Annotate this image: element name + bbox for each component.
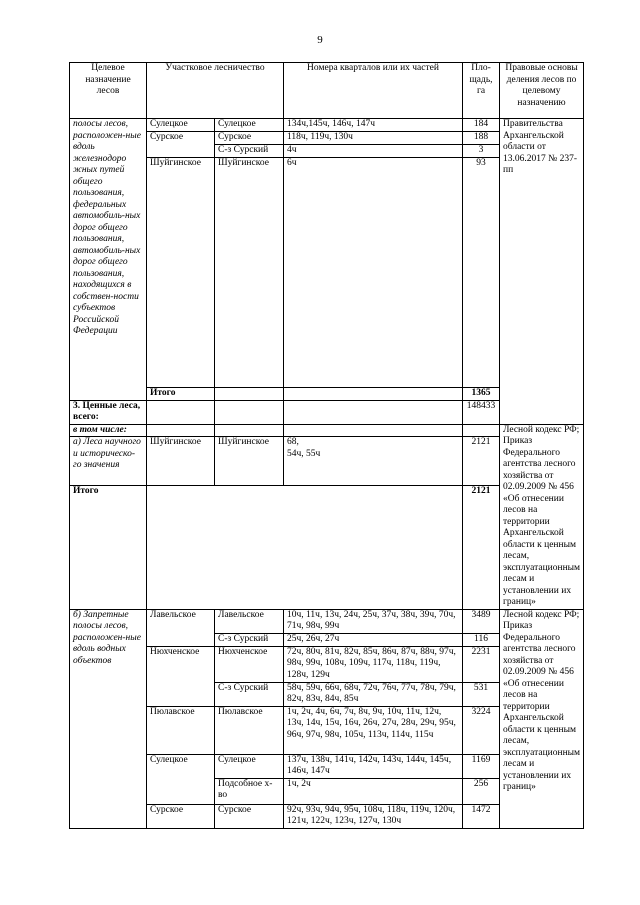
- section3b-forestry: Пюлавское: [147, 706, 215, 754]
- section1-quarters: 4ч: [284, 145, 463, 158]
- header-purpose: Целевое назначение лесов: [70, 63, 147, 119]
- section3a-total-label: Итого: [70, 486, 147, 609]
- section3b-forestry: Сулецкое: [147, 754, 215, 804]
- table-header-row: [70, 63, 584, 119]
- section3a-total-area: 2121: [463, 486, 500, 609]
- section1-area: 184: [463, 119, 500, 132]
- section3b-quarters: 58ч, 59ч, 66ч, 68ч, 72ч, 76ч, 77ч, 78ч, 79ч, 82ч, 83ч, 84ч, 85ч: [284, 682, 463, 706]
- section3a-purpose: а) Леса научного и историческо-го значения: [70, 437, 147, 486]
- section1-quarters: 6ч: [284, 157, 463, 387]
- section3-area: 148433: [463, 400, 500, 424]
- section1-area: 188: [463, 132, 500, 145]
- section1-quarters: 134ч,145ч, 146ч, 147ч: [284, 119, 463, 132]
- section3b-purpose: б) Запретные полосы лесов, расположен-ные вдоль водных объектов: [70, 609, 147, 828]
- section3a-district: Шуйгинское: [215, 437, 284, 486]
- section3b-district: Пюлавское: [215, 706, 284, 754]
- section3a-quarters-line2: 54ч, 55ч: [287, 448, 321, 459]
- section3b-district: Лавельское: [215, 609, 284, 633]
- section3b-quarters: 137ч, 138ч, 141ч, 142ч, 143ч, 144ч, 145ч, 146ч, 147ч: [284, 754, 463, 778]
- section3b-area: 3224: [463, 706, 500, 754]
- section3b-district: С-з Сурский: [215, 682, 284, 706]
- section1-district: С-з Сурский: [215, 145, 284, 158]
- section3b-quarters: 72ч, 80ч, 81ч, 82ч, 85ч, 86ч, 87ч, 88ч, 97ч, 98ч, 99ч, 108ч, 109ч, 117ч, 118ч, 119ч, 128ч, 129ч: [284, 646, 463, 682]
- section3a-quarters-line1: 68,: [287, 437, 299, 448]
- section1-area: 3: [463, 145, 500, 158]
- section1-forestry: Шуйгинское: [147, 157, 215, 387]
- forest-purpose-table: [69, 62, 584, 829]
- section3b-legal: Лесной кодекс РФ; Приказ Федерального агентства лесного хозяйства от 02.09.2009 № 456 «Об отнесении лесов на территории Архангельской области к ценным лесам, эксплуатационным лесам и установлении их границ»: [500, 609, 584, 828]
- section3b-quarters: 92ч, 93ч, 94ч, 95ч, 108ч, 118ч, 119ч, 120ч, 121ч, 122ч, 123ч, 127ч, 130ч: [284, 804, 463, 828]
- section3-including: в том числе:: [70, 424, 147, 437]
- section3a-forestry: Шуйгинское: [147, 437, 215, 486]
- section1-total-area: 1365: [463, 387, 500, 400]
- section1-forestry: Сурское: [147, 132, 215, 158]
- section3b-quarters: 1ч, 2ч: [284, 778, 463, 804]
- section1-purpose: полосы лесов, расположен-ные вдоль железнодоро жных путей общего пользования, федеральных автомобиль-ных дорог общего пользования, автомобиль-ных дорог общего пользования, находящихся в собствен-ности субъектов Российской Федерации: [70, 119, 147, 401]
- table-row: [70, 424, 584, 437]
- section1-district: Сулецкое: [215, 119, 284, 132]
- section3b-quarters: 25ч, 26ч, 27ч: [284, 633, 463, 646]
- header-quarters: Номера кварталов или их частей: [284, 63, 463, 119]
- section3b-area: 531: [463, 682, 500, 706]
- section3b-forestry: Сурское: [147, 804, 215, 828]
- section3b-quarters: 10ч, 11ч, 13ч, 24ч, 25ч, 37ч, 38ч, 39ч, 70ч, 71ч, 98ч, 99ч: [284, 609, 463, 633]
- section3b-district: Сулецкое: [215, 754, 284, 778]
- header-area: Пло-щадь, га: [463, 63, 500, 119]
- section3b-area: 116: [463, 633, 500, 646]
- section3b-quarters: 1ч, 2ч, 4ч, 6ч, 7ч, 8ч, 9ч, 10ч, 11ч, 12ч, 13ч, 14ч, 15ч, 16ч, 26ч, 27ч, 28ч, 29ч, 95ч, 96ч, 97ч, 98ч, 105ч, 113ч, 114ч, 115ч: [284, 706, 463, 754]
- section3b-area: 1169: [463, 754, 500, 778]
- section3a-legal: Лесной кодекс РФ; Приказ Федерального агентства лесного хозяйства от 02.09.2009 № 456 «Об отнесении лесов на территории Архангельской области к ценным лесам, эксплуатационным лесам и установлении их границ»: [500, 424, 584, 609]
- section3b-district: С-з Сурский: [215, 633, 284, 646]
- header-legal: Правовые основы деления лесов по целевому назначению: [500, 63, 584, 119]
- section3b-area: 2231: [463, 646, 500, 682]
- section1-total-label: Итого: [147, 387, 215, 400]
- section1-legal: Правительства Архангельской области от 13.06.2017 № 237-пп: [500, 119, 584, 425]
- header-forestry: Участковое лесничество: [147, 63, 284, 119]
- section3b-district: Сурское: [215, 804, 284, 828]
- section3b-area: 3489: [463, 609, 500, 633]
- section3b-district: Подсобное х-во: [215, 778, 284, 804]
- section1-area: 93: [463, 157, 500, 387]
- section1-quarters: 118ч, 119ч, 130ч: [284, 132, 463, 145]
- section1-district: Сурское: [215, 132, 284, 145]
- section3a-area: 2121: [463, 437, 500, 486]
- section3b-forestry: Нюхченское: [147, 646, 215, 706]
- table-row: [70, 119, 584, 132]
- table-row: [70, 609, 584, 633]
- page-number: 9: [317, 34, 323, 46]
- section3b-area: 256: [463, 778, 500, 804]
- section3-title: 3. Ценные леса, всего:: [70, 400, 147, 424]
- section1-forestry: Сулецкое: [147, 119, 215, 132]
- section3b-forestry: Лавельское: [147, 609, 215, 646]
- section3b-district: Нюхченское: [215, 646, 284, 682]
- section3a-quarters: [284, 437, 463, 486]
- section1-district: Шуйгинское: [215, 157, 284, 387]
- section3b-area: 1472: [463, 804, 500, 828]
